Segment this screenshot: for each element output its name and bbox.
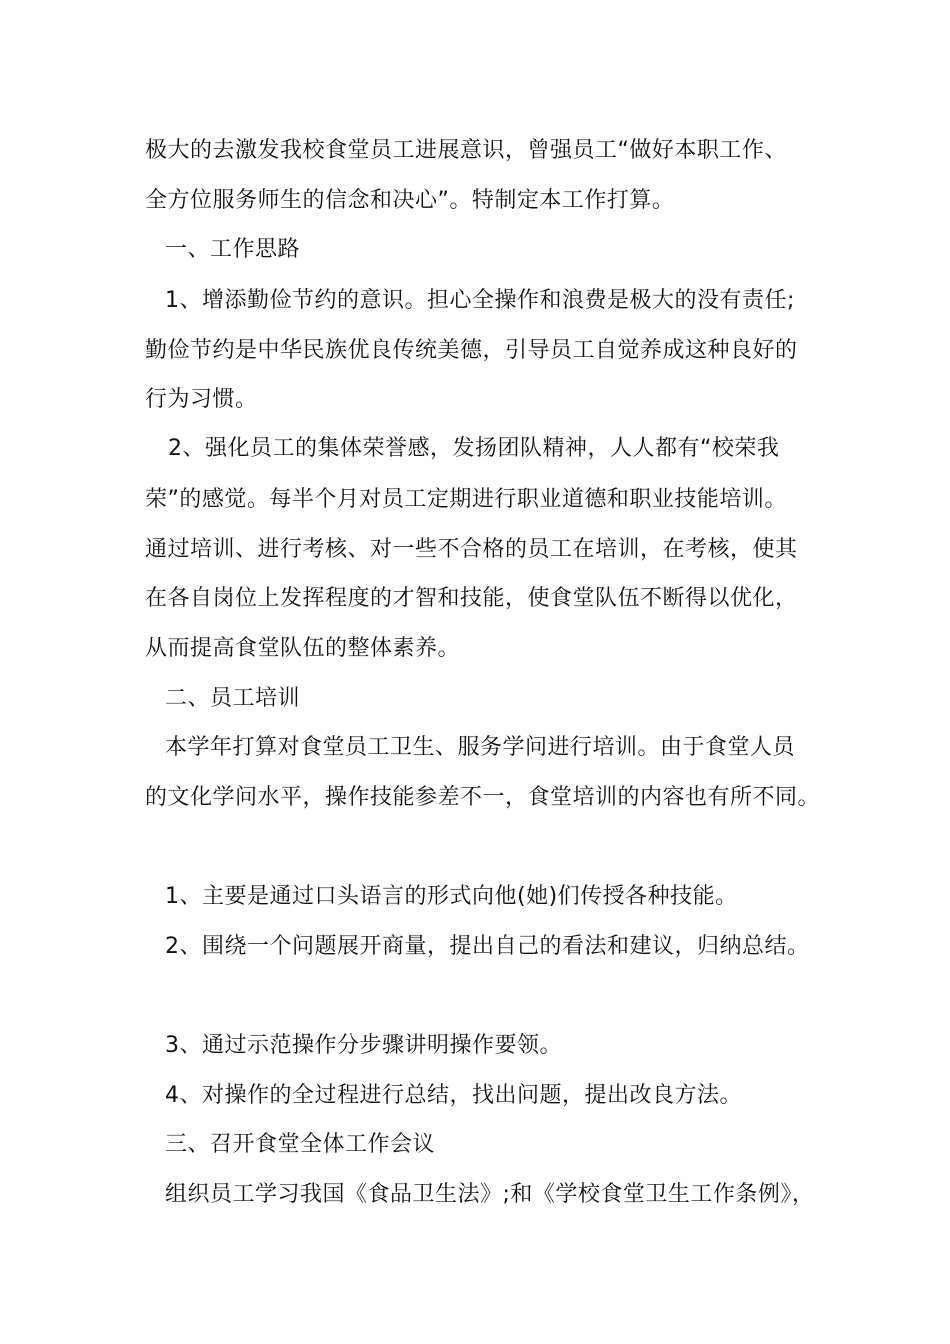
paragraph-line: 1、增添勤俭节约的意识。担心全操作和浪费是极大的没有责任;: [165, 288, 795, 313]
paragraph-line: 本学年打算对食堂员工卫生、服务学问进行培训。由于食堂人员: [165, 735, 796, 760]
list-item: 1、主要是通过口头语言的形式向他(她)们传授各种技能。: [165, 884, 738, 909]
list-item: 3、通过示范操作分步骤讲明操作要领。: [165, 1033, 562, 1058]
section-heading: 二、员工培训: [165, 686, 301, 711]
paragraph-line: 的文化学问水平，操作技能参差不一，食堂培训的内容也有所不同。: [145, 785, 821, 810]
paragraph-line: 行为习惯。: [145, 387, 258, 412]
paragraph-line: 勤俭节约是中华民族优良传统美德，引导员工自觉养成这种良好的: [145, 338, 798, 363]
paragraph-line: 从而提高食堂队伍的整体素养。: [145, 636, 461, 661]
list-item: 4、对操作的全过程进行总结，找出问题，提出改良方法。: [165, 1083, 742, 1108]
paragraph-line: 组织员工学习我国《食品卫生法》;和《学校食堂卫生工作条例》，: [165, 1182, 815, 1207]
paragraph-line: 全方位服务师生的信念和决心”。特制定本工作打算。: [145, 188, 675, 213]
section-heading: 一、工作思路: [165, 237, 301, 262]
paragraph-line: 2、强化员工的集体荣誉感，发扬团队精神，人人都有“校荣我: [168, 436, 780, 461]
paragraph-line: 极大的去激发我校食堂员工进展意识，曾强员工“做好本职工作、: [145, 138, 787, 163]
paragraph-line: 通过培训、进行考核、对一些不合格的员工在培训，在考核，使其: [145, 537, 798, 562]
paragraph-line: 荣”的感觉。每半个月对员工定期进行职业道德和职业技能培训。: [145, 487, 787, 512]
section-heading: 三、召开食堂全体工作会议: [165, 1132, 436, 1157]
list-item: 2、围绕一个问题展开商量，提出自己的看法和建议，归纳总结。: [165, 934, 810, 959]
paragraph-line: 在各自岗位上发挥程度的才智和技能，使食堂队伍不断得以优化，: [145, 586, 798, 611]
